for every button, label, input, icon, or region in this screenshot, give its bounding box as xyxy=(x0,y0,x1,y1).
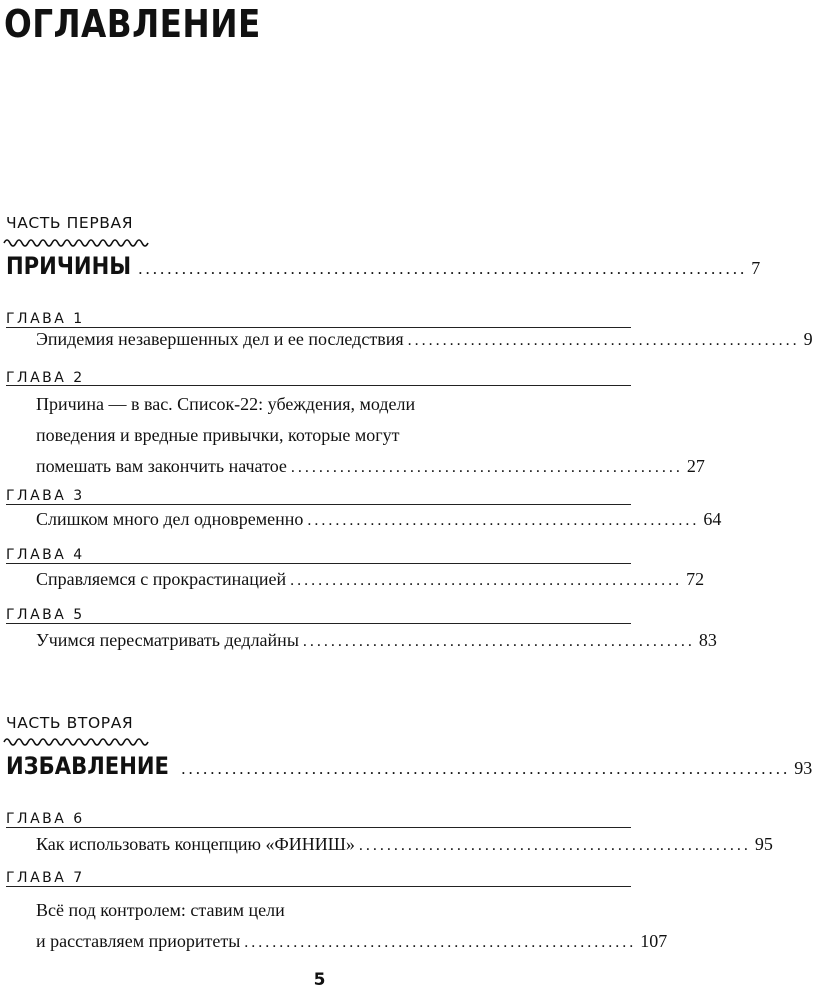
chapter-4-label: ГЛАВА 4 xyxy=(6,547,85,563)
chapter-5-title: Учимся пересматривать дедлайны xyxy=(36,630,299,650)
chapter-1-title: Эпидемия незавершенных дел и ее последствия xyxy=(36,329,404,349)
dot-leader: .................................................................................... xyxy=(138,259,748,278)
part-1-entry[interactable] xyxy=(6,252,761,282)
chapter-7-rule xyxy=(6,886,631,887)
part-1-title: ПРИЧИНЫ xyxy=(6,252,132,280)
chapter-2-page: 27 xyxy=(686,456,705,476)
part-1-page: 7 xyxy=(751,258,761,278)
chapter-6-entry[interactable] xyxy=(36,829,773,860)
chapter-7-title-line-1: Всё под контролем: ставим цели xyxy=(36,900,285,920)
chapter-4-title: Справляемся с прокрастинацией xyxy=(36,569,287,589)
chapter-4-page: 72 xyxy=(686,569,705,589)
chapter-6-title: Как использовать концепцию «ФИНИШ» xyxy=(36,834,355,854)
dot-leader: ........................................................ xyxy=(290,572,683,589)
chapter-1-page: 9 xyxy=(803,329,813,349)
chapter-7-entry[interactable] xyxy=(36,895,668,957)
chapter-2-entry[interactable] xyxy=(36,389,705,482)
dot-leader: ........................................................ xyxy=(302,633,695,650)
chapter-2-label: ГЛАВА 2 xyxy=(6,370,85,386)
part-2-title: ИЗБАВЛЕНИЕ xyxy=(6,752,169,780)
chapter-7-title-line-2: и расставляем приоритеты xyxy=(36,931,241,951)
chapter-3-title: Слишком много дел одновременно xyxy=(36,509,304,529)
part-2-page: 93 xyxy=(794,758,813,778)
dot-leader: ........................................................ xyxy=(358,837,751,854)
chapter-5-entry[interactable] xyxy=(36,625,717,656)
chapter-5-rule xyxy=(6,623,631,624)
chapter-2-title-line-3: помешать вам закончить начатое xyxy=(36,456,287,476)
chapter-7-label: ГЛАВА 7 xyxy=(6,870,85,886)
chapter-2-rule xyxy=(6,385,631,386)
dot-leader: ........................................................ xyxy=(307,512,700,529)
dot-leader: ........................................................ xyxy=(244,934,637,951)
chapter-2-title-line-1: Причина — в вас. Список-22: убеждения, модели xyxy=(36,394,416,414)
chapter-6-page: 95 xyxy=(754,834,773,854)
chapter-6-label: ГЛАВА 6 xyxy=(6,811,85,827)
chapter-6-rule xyxy=(6,827,631,828)
dot-leader: ........................................................ xyxy=(407,332,800,349)
chapter-3-page: 64 xyxy=(703,509,722,529)
chapter-2-title-line-2: поведения и вредные привычки, которые могут xyxy=(36,425,400,445)
part-2-squiggle xyxy=(4,736,152,748)
chapter-4-entry[interactable] xyxy=(36,564,705,595)
chapter-5-page: 83 xyxy=(698,630,717,650)
chapter-1-label: ГЛАВА 1 xyxy=(6,311,85,327)
chapter-5-label: ГЛАВА 5 xyxy=(6,607,85,623)
chapter-3-label: ГЛАВА 3 xyxy=(6,488,85,504)
part-1-label: ЧАСТЬ ПЕРВАЯ xyxy=(6,214,134,232)
page-title: ОГЛАВЛЕНИЕ xyxy=(4,2,261,46)
part-2-entry[interactable] xyxy=(6,752,813,782)
dot-leader: ........................................................ xyxy=(290,459,683,476)
chapter-3-entry[interactable] xyxy=(36,504,722,535)
part-1-squiggle xyxy=(4,237,152,249)
page-number: 5 xyxy=(313,970,326,990)
chapter-7-page: 107 xyxy=(640,931,668,951)
part-2-label: ЧАСТЬ ВТОРАЯ xyxy=(6,714,134,732)
chapter-1-entry[interactable] xyxy=(36,324,813,355)
dot-leader: .................................................................................... xyxy=(181,759,791,778)
